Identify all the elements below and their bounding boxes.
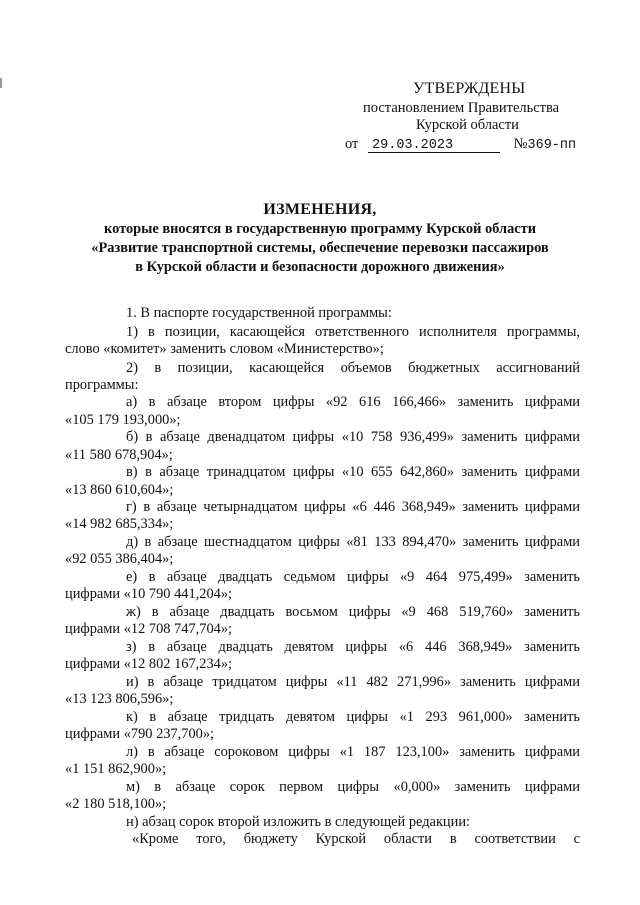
body-line: 2) в позиции, касающейся объемов бюджетных ассигнований bbox=[126, 360, 580, 376]
body-line: н) абзац сорок второй изложить в следующей редакции: bbox=[126, 814, 471, 830]
body-line: 1. В паспорте государственной программы: bbox=[126, 305, 392, 321]
body-line: е) в абзаце двадцать седьмом цифры «9 464 975,499» заменить bbox=[126, 569, 580, 585]
body-line: г) в абзаце четырнадцатом цифры «6 446 368,949» заменить цифрами bbox=[126, 499, 580, 515]
title-line-3: в Курской области и безопасности дорожного движения» bbox=[135, 259, 505, 275]
approval-date-line bbox=[345, 136, 576, 153]
body-line: к) в абзаце тридцать девятом цифры «1 293 961,000» заменить bbox=[126, 709, 580, 725]
body-line: программы: bbox=[65, 377, 139, 393]
body-line: «Кроме того, бюджету Курской области в соответствии с bbox=[132, 831, 580, 847]
date-prefix: от bbox=[345, 136, 359, 152]
body-line: д) в абзаце шестнадцатом цифры «81 133 894,470» заменить цифрами bbox=[126, 534, 580, 550]
body-line: «1 151 862,900»; bbox=[65, 761, 167, 777]
body-line: л) в абзаце сороковом цифры «1 187 123,100» заменить цифрами bbox=[126, 744, 580, 760]
body-line: цифрами «790 237,700»; bbox=[65, 726, 215, 742]
body-line: ж) в абзаце двадцать восьмом цифры «9 468 519,760» заменить bbox=[126, 604, 580, 620]
scan-edge-mark bbox=[0, 78, 2, 88]
body-line: «11 580 678,904»; bbox=[65, 447, 173, 463]
number-prefix: № bbox=[513, 136, 528, 152]
body-line: «92 055 386,404»; bbox=[65, 551, 174, 567]
body-line: «105 179 193,000»; bbox=[65, 412, 181, 428]
approval-title: УТВЕРЖДЕНЫ bbox=[413, 80, 526, 97]
body-line: в) в абзаце тринадцатом цифры «10 655 642,860» заменить цифрами bbox=[126, 464, 580, 480]
title-line-2: «Развитие транспортной системы, обеспечение перевозки пассажиров bbox=[91, 240, 549, 256]
body-line: а) в абзаце втором цифры «92 616 166,466» заменить цифрами bbox=[126, 394, 580, 410]
body-line: б) в абзаце двенадцатом цифры «10 758 936,499» заменить цифрами bbox=[126, 429, 580, 445]
approval-line-2: постановлением Правительства bbox=[363, 100, 560, 116]
approval-number: 369-пп bbox=[527, 138, 577, 153]
title-line-1: которые вносятся в государственную программу Курской области bbox=[103, 221, 537, 237]
body-line: «2 180 518,100»; bbox=[65, 796, 167, 812]
body-line: «13 123 806,596»; bbox=[65, 691, 174, 707]
body-line: з) в абзаце двадцать девятом цифры «6 446 368,949» заменить bbox=[126, 639, 580, 655]
approval-line-3: Курской области bbox=[416, 117, 519, 133]
approval-date: 29.03.2023 bbox=[368, 139, 500, 153]
body-line: цифрами «12 802 167,234»; bbox=[65, 656, 233, 672]
body-line: цифрами «12 708 747,704»; bbox=[65, 621, 233, 637]
body-line: цифрами «10 790 441,204»; bbox=[65, 586, 233, 602]
body-line: «13 860 610,604»; bbox=[65, 482, 174, 498]
body-line: м) в абзаце сорок первом цифры «0,000» заменить цифрами bbox=[126, 779, 580, 795]
body-line: слово «комитет» заменить словом «Министерство»; bbox=[65, 341, 384, 357]
document-title: ИЗМЕНЕНИЯ, bbox=[263, 201, 377, 218]
body-line: «14 982 685,334»; bbox=[65, 516, 174, 532]
body-line: 1) в позиции, касающейся ответственного исполнителя программы, bbox=[126, 324, 580, 340]
body-line: и) в абзаце тридцатом цифры «11 482 271,996» заменить цифрами bbox=[126, 674, 580, 690]
